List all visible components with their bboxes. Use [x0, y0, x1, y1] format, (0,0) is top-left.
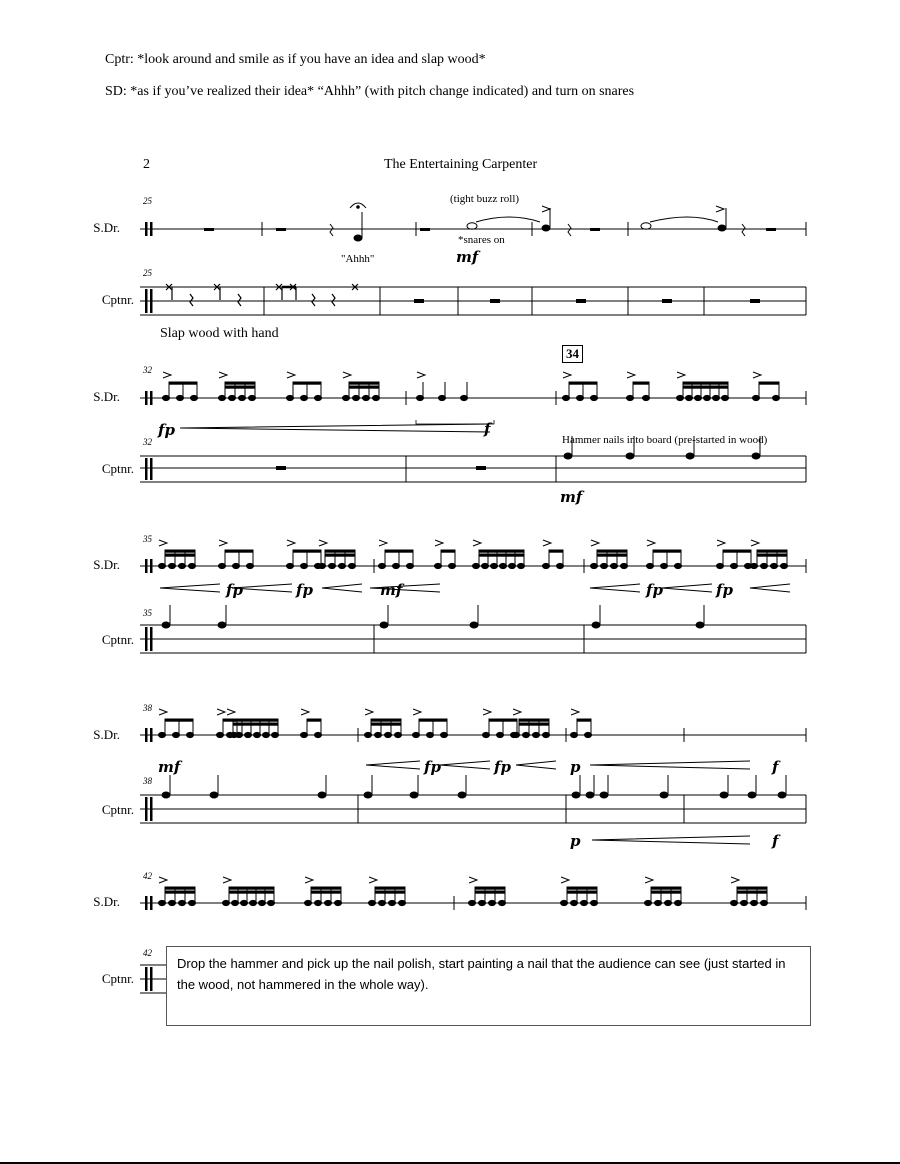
notation-mark: [626, 453, 634, 459]
direction-snare: SD: *as if you’ve realized their idea* “Ahhh” (with pitch change indicated) and turn on snares: [105, 84, 635, 99]
notation-mark: [413, 732, 420, 737]
measure-number: 42: [143, 871, 152, 881]
notation-mark: [272, 732, 279, 737]
instrument-label-carpenter: Cptnr.: [101, 461, 134, 476]
notation-mark: [435, 563, 442, 568]
notation-mark: [268, 900, 275, 905]
notation-mark: [343, 372, 351, 378]
notation-mark: [627, 395, 634, 400]
notation-mark: [169, 900, 176, 905]
dynamic-fp: fp: [424, 758, 441, 776]
notation-mark: [219, 372, 227, 378]
notation-mark: [369, 877, 377, 883]
notation-mark: [218, 622, 226, 628]
notation-mark: [229, 891, 274, 893]
notation-mark: [677, 395, 684, 400]
notation-mark: [473, 563, 480, 568]
notation-mark: [250, 900, 257, 905]
notation-mark: [353, 395, 360, 400]
notation-mark: [375, 887, 405, 889]
notation-mark: [439, 395, 446, 400]
notation-mark: [713, 395, 720, 400]
measure-number: 38: [143, 776, 152, 786]
notation-mark: [737, 887, 767, 889]
notation-mark: [236, 732, 243, 737]
notation-mark: [225, 382, 255, 384]
notation-mark: [519, 719, 549, 721]
notation-mark: [343, 395, 350, 400]
notation-mark: [187, 732, 194, 737]
notation-mark: [349, 563, 356, 568]
notation-mark: [686, 453, 694, 459]
notation-mark: [165, 554, 195, 556]
notation-mark: [441, 732, 448, 737]
notation-mark: [293, 382, 321, 384]
notation-mark: [591, 563, 598, 568]
notation-mark: [254, 732, 261, 737]
notation-mark: [723, 550, 751, 552]
measure-number: 25: [143, 268, 152, 278]
notation-mark: [731, 563, 738, 568]
notation-mark: [177, 395, 184, 400]
notation-mark: [369, 900, 376, 905]
tight-buzz-roll-label: (tight buzz roll): [450, 193, 520, 205]
notation-mark: [287, 540, 295, 546]
notation-mark: [533, 732, 540, 737]
notation-mark: [365, 732, 372, 737]
measure-number: 25: [143, 196, 152, 206]
notation-mark: [461, 395, 468, 400]
notation-mark: [737, 891, 767, 893]
notation-mark: [325, 550, 355, 552]
notation-mark: [301, 395, 308, 400]
notation-mark: [413, 709, 421, 715]
notation-mark: [229, 887, 274, 889]
notation-mark: [483, 709, 491, 715]
notation-mark: [223, 877, 231, 883]
notation-mark: [500, 563, 507, 568]
notation-mark: [686, 395, 693, 400]
notation-mark: [417, 395, 424, 400]
notation-mark: [364, 792, 372, 798]
notation-mark: [349, 382, 379, 384]
notation-mark: [159, 877, 167, 883]
snares-on-label: *snares on: [458, 234, 505, 246]
notation-mark: [427, 732, 434, 737]
notation-mark: [731, 877, 739, 883]
notation-mark: [491, 563, 498, 568]
notation-mark: [223, 900, 230, 905]
notation-mark: [179, 900, 186, 905]
hairpins: [160, 424, 790, 844]
measure-number: 32: [143, 365, 152, 375]
notation-mark: [325, 900, 332, 905]
notation-mark: [651, 887, 681, 889]
notation-mark: [543, 540, 551, 546]
notation-mark: [748, 792, 756, 798]
notation-mark: [660, 792, 668, 798]
notation-mark: [165, 887, 195, 889]
instrument-label-snare: S.Dr.: [93, 389, 120, 404]
notation-mark: [549, 550, 563, 552]
stage-direction-textbox: Drop the hammer and pick up the nail polish, start painting a nail that the audience can see (just started in the wood, not hammered in the whole way).: [166, 946, 811, 1026]
notation-mark: [399, 900, 406, 905]
dynamic-fp: fp: [716, 581, 733, 599]
notation-mark: [217, 732, 224, 737]
instrument-label-carpenter: Cptnr.: [101, 971, 134, 986]
notation-mark: [311, 887, 341, 889]
notation-mark: [301, 563, 308, 568]
notes-carpenter-beamed: [162, 436, 786, 798]
notation-mark: [761, 900, 768, 905]
measure-number: 38: [143, 703, 152, 713]
notation-mark: [287, 372, 295, 378]
notation-mark: [479, 554, 524, 556]
notation-mark: [319, 540, 327, 546]
notation-mark: [569, 382, 597, 384]
notation-mark: [259, 900, 266, 905]
notes-system-1: [330, 203, 745, 241]
notation-mark: [470, 622, 478, 628]
notation-mark: [651, 891, 681, 893]
notation-mark: [315, 732, 322, 737]
notation-mark: [475, 891, 505, 893]
notation-mark: [241, 900, 248, 905]
notation-mark: [675, 900, 682, 905]
score-title: The Entertaining Carpenter: [384, 157, 538, 172]
notation-mark: [513, 732, 520, 737]
dynamic-fp: fp: [646, 581, 663, 599]
notation-mark: [773, 395, 780, 400]
notation-mark: [479, 900, 486, 905]
hammer-nails-label: Hammer nails into board (pre-started in wood): [562, 434, 768, 446]
rehearsal-mark: 34: [562, 345, 583, 363]
notation-mark: [339, 563, 346, 568]
notation-mark: [365, 709, 373, 715]
notation-mark: [722, 395, 729, 400]
notation-mark: [571, 709, 579, 715]
notation-mark: [435, 540, 443, 546]
notation-mark: [717, 563, 724, 568]
notation-mark: [585, 732, 592, 737]
notation-mark: [778, 792, 786, 798]
dynamic-fp: fp: [226, 581, 243, 599]
notation-mark: [159, 709, 167, 715]
instrument-label-snare: S.Dr.: [93, 220, 120, 235]
notation-mark: [335, 900, 342, 905]
notation-mark: [159, 540, 167, 546]
notation-mark: [469, 900, 476, 905]
notation-mark: [407, 563, 414, 568]
notation-mark: [379, 540, 387, 546]
notation-mark: [571, 732, 578, 737]
notation-mark: [458, 792, 466, 798]
notation-mark: [419, 719, 447, 721]
notation-mark: [380, 622, 388, 628]
dynamic-fp: fp: [158, 421, 175, 439]
measure-number: 35: [143, 608, 152, 618]
notation-mark: [557, 563, 564, 568]
notation-mark: [683, 382, 728, 384]
notation-mark: [232, 900, 239, 905]
notation-mark: [479, 550, 524, 552]
notation-mark: [173, 732, 180, 737]
notation-mark: [675, 563, 682, 568]
notation-mark: [315, 395, 322, 400]
instrument-label-carpenter: Cptnr.: [101, 292, 134, 307]
notation-mark: [373, 395, 380, 400]
notation-mark: [371, 723, 401, 725]
notation-mark: [475, 887, 505, 889]
notation-mark: [567, 891, 597, 893]
notation-mark: [753, 372, 761, 378]
notation-mark: [751, 563, 758, 568]
notation-mark: [219, 395, 226, 400]
notation-mark: [543, 563, 550, 568]
notation-mark: [165, 719, 193, 721]
notation-mark: [572, 792, 580, 798]
notation-mark: [581, 900, 588, 905]
notation-mark: [597, 550, 627, 552]
notation-mark: [591, 395, 598, 400]
notation-mark: [752, 453, 760, 459]
notation-mark: [329, 563, 336, 568]
notation-mark: [695, 395, 702, 400]
notation-mark: [163, 395, 170, 400]
notation-mark: [179, 563, 186, 568]
notation-mark: [293, 550, 321, 552]
notation-mark: [563, 395, 570, 400]
notation-mark: [191, 395, 198, 400]
notation-mark: [249, 395, 256, 400]
notation-mark: [305, 877, 313, 883]
dynamic-f: f: [772, 758, 779, 776]
notation-mark: [600, 792, 608, 798]
notation-mark: [233, 563, 240, 568]
notation-mark: [677, 372, 685, 378]
notation-mark: [499, 900, 506, 905]
notation-mark: [165, 891, 195, 893]
notation-mark: [263, 732, 270, 737]
notation-mark: [162, 622, 170, 628]
notation-mark: [163, 372, 171, 378]
dynamic-p: p: [570, 758, 581, 776]
notation-mark: [305, 900, 312, 905]
dynamic-mf: mf: [560, 488, 583, 506]
notation-mark: [371, 719, 401, 721]
notation-mark: [287, 395, 294, 400]
dynamic-p: p: [570, 832, 581, 850]
direction-carpenter: Cptr: *look around and smile as if you have an idea and slap wood*: [105, 52, 486, 67]
instrument-label-snare: S.Dr.: [93, 727, 120, 742]
dynamic-mf: mf: [380, 581, 403, 599]
dynamic-f: f: [484, 420, 491, 438]
notation-mark: [217, 709, 225, 715]
notation-mark: [753, 395, 760, 400]
notation-mark: [210, 792, 218, 798]
notation-mark: [489, 900, 496, 905]
measure-number: 35: [143, 534, 152, 544]
notation-mark: [759, 382, 779, 384]
notation-mark: [591, 900, 598, 905]
notation-mark: [761, 563, 768, 568]
dynamic-mf: mf: [456, 248, 479, 266]
notation-mark: [497, 732, 504, 737]
notation-mark: [325, 554, 355, 556]
notation-mark: [564, 453, 572, 459]
notation-mark: [647, 563, 654, 568]
notation-mark: [473, 540, 481, 546]
dynamic-fp: fp: [494, 758, 511, 776]
notation-mark: [169, 382, 197, 384]
notation-mark: [633, 382, 649, 384]
notation-mark: [162, 792, 170, 798]
notation-mark: [318, 792, 326, 798]
notation-mark: [307, 719, 321, 721]
notation-mark: [219, 540, 227, 546]
notation-mark: [219, 563, 226, 568]
notation-mark: [375, 891, 405, 893]
notation-mark: [375, 732, 382, 737]
notation-mark: [586, 792, 594, 798]
notation-mark: [349, 386, 379, 388]
notation-mark: [301, 709, 309, 715]
notation-mark: [159, 563, 166, 568]
notation-mark: [665, 900, 672, 905]
notation-mark: [379, 563, 386, 568]
notation-mark: [225, 386, 255, 388]
notation-mark: [363, 395, 370, 400]
notation-mark: [311, 891, 341, 893]
dynamic-fp: fp: [296, 581, 313, 599]
slap-wood-label: Slap wood with hand: [160, 326, 279, 341]
notation-mark: [653, 550, 681, 552]
notation-mark: [247, 563, 254, 568]
notation-mark: [751, 900, 758, 905]
notation-mark: [567, 887, 597, 889]
percussion-clefs: [145, 222, 153, 991]
notation-mark: [601, 563, 608, 568]
notation-mark: [611, 563, 618, 568]
notation-mark: [751, 540, 759, 546]
instrument-label-carpenter: Cptnr.: [101, 632, 134, 647]
tuplet-brackets: [416, 420, 494, 424]
notation-mark: [597, 554, 627, 556]
notation-mark: [159, 900, 166, 905]
notation-mark: [395, 732, 402, 737]
notation-mark: [441, 550, 455, 552]
notation-mark: [577, 395, 584, 400]
notation-mark: [655, 900, 662, 905]
notation-mark: [661, 563, 668, 568]
dynamic-mf: mf: [158, 758, 181, 776]
notation-mark: [159, 732, 166, 737]
notation-mark: [189, 900, 196, 905]
notation-mark: [518, 563, 525, 568]
notation-mark: [239, 395, 246, 400]
notation-mark: [319, 563, 326, 568]
notation-mark: [509, 563, 516, 568]
dynamic-f: f: [772, 832, 779, 850]
notation-mark: [385, 732, 392, 737]
notation-mark: [592, 622, 600, 628]
notation-mark: [389, 900, 396, 905]
instrument-label-carpenter: Cptnr.: [101, 802, 134, 817]
notation-mark: [513, 709, 521, 715]
notation-mark: [227, 732, 234, 737]
measure-number: 32: [143, 437, 152, 447]
ahhh-label: "Ahhh": [341, 253, 375, 265]
notation-mark: [379, 900, 386, 905]
notation-mark: [781, 563, 788, 568]
notation-mark: [643, 395, 650, 400]
notation-mark: [647, 540, 655, 546]
notation-mark: [731, 900, 738, 905]
notation-mark: [563, 372, 571, 378]
notation-mark: [683, 386, 728, 388]
notation-mark: [233, 719, 278, 721]
instrument-label-snare: S.Dr.: [93, 894, 120, 909]
notation-mark: [393, 563, 400, 568]
notation-mark: [757, 550, 787, 552]
instrument-label-snare: S.Dr.: [93, 557, 120, 572]
measure-number: 42: [143, 948, 152, 958]
notation-mark: [645, 900, 652, 905]
notation-mark: [482, 563, 489, 568]
notation-mark: [417, 372, 425, 378]
notation-mark: [591, 540, 599, 546]
notation-mark: [696, 622, 704, 628]
notation-mark: [189, 563, 196, 568]
notation-mark: [229, 395, 236, 400]
notation-mark: [523, 732, 530, 737]
notation-mark: [165, 550, 195, 552]
notation-mark: [717, 540, 725, 546]
notation-mark: [757, 554, 787, 556]
notation-mark: [225, 550, 253, 552]
notation-mark: [227, 709, 235, 715]
notation-mark: [449, 563, 456, 568]
notation-mark: [233, 723, 278, 725]
notation-mark: [287, 563, 294, 568]
notation-mark: [543, 732, 550, 737]
notation-mark: [410, 792, 418, 798]
notation-mark: [741, 900, 748, 905]
notation-mark: [621, 563, 628, 568]
notation-mark: [577, 719, 591, 721]
notation-mark: [483, 732, 490, 737]
notation-mark: [771, 563, 778, 568]
notation-mark: [720, 792, 728, 798]
notation-mark: [469, 877, 477, 883]
notation-mark: [315, 900, 322, 905]
notation-mark: [385, 550, 413, 552]
notation-mark: [561, 900, 568, 905]
notation-mark: [704, 395, 711, 400]
notation-mark: [519, 723, 549, 725]
notation-mark: [571, 900, 578, 905]
notation-mark: [169, 563, 176, 568]
notation-mark: [561, 877, 569, 883]
notation-mark: [627, 372, 635, 378]
notation-mark: [245, 732, 252, 737]
notation-mark: [301, 732, 308, 737]
notation-mark: [489, 719, 517, 721]
notation-mark: [645, 877, 653, 883]
page-number: 2: [143, 157, 150, 172]
